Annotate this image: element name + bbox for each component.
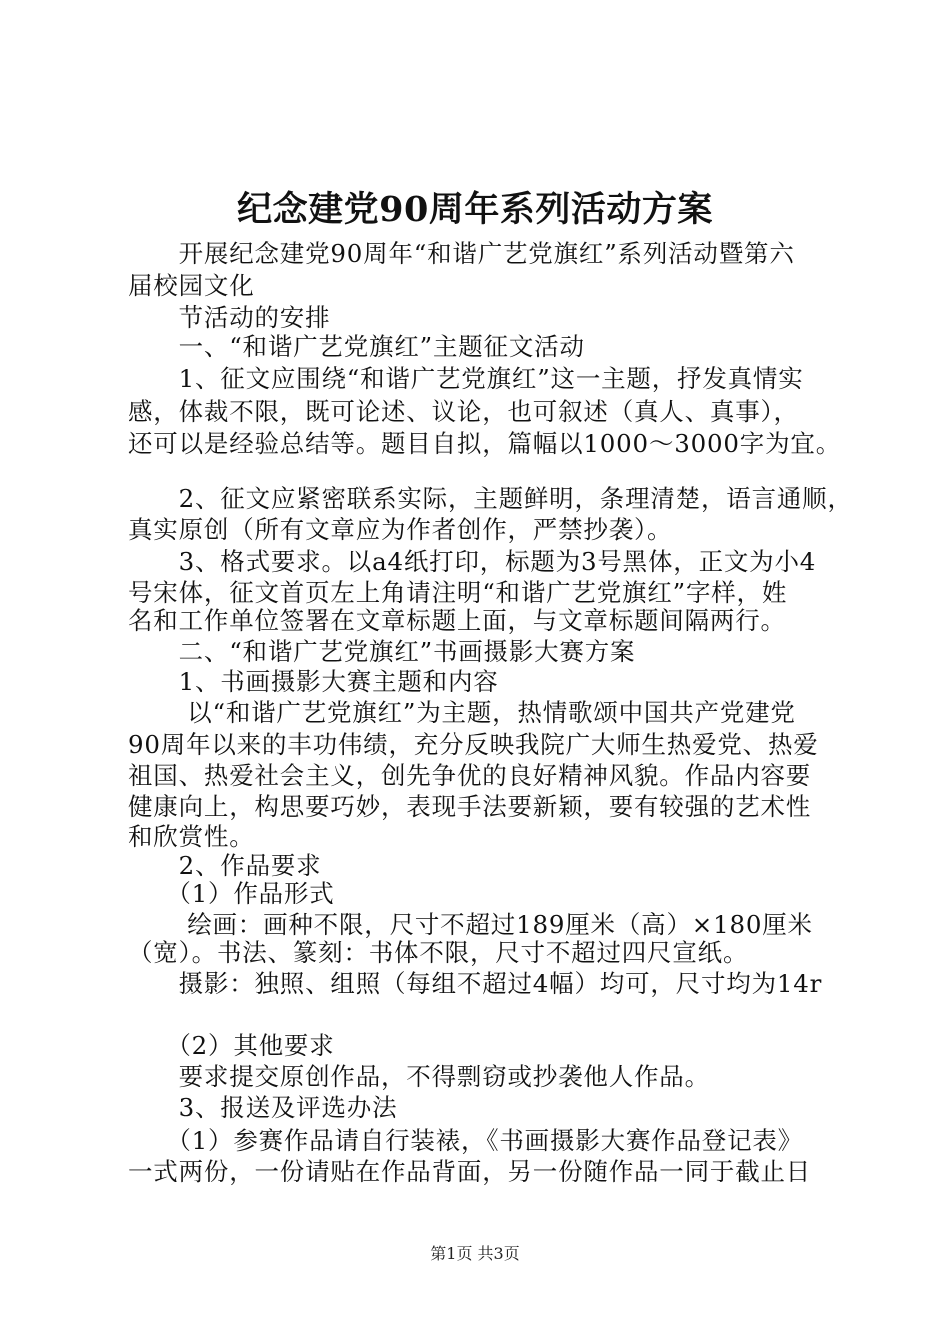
paragraph-line: 3、格式要求。以a4纸打印，标题为3号黑体，正文为小4 (128, 547, 817, 576)
paragraph-line: （1）参赛作品请自行装裱，《书画摄影大赛作品登记表》 (128, 1126, 803, 1155)
paragraph-line: 届校园文化 (128, 271, 255, 300)
paragraph-line: 祖国、热爱社会主义，创先争优的良好精神风貌。作品内容要 (128, 761, 812, 790)
paragraph-line: （2）其他要求 (128, 1031, 335, 1060)
paragraph-line: 90周年以来的丰功伟绩，充分反映我院广大师生热爱党、热爱 (128, 730, 819, 759)
paragraph-line: 和欣赏性。 (128, 822, 255, 851)
paragraph-line: 2、作品要求 (128, 851, 322, 880)
paragraph-line: 名和工作单位签署在文章标题上面，与文章标题间隔两行。 (128, 606, 786, 635)
paragraph-line: 开展纪念建党90周年“和谐广艺党旗红”系列活动暨第六 (128, 239, 795, 268)
paragraph-line: 摄影：独照、组照（每组不超过4幅）均可，尺寸均为14r (128, 969, 823, 998)
paragraph-line: 1、书画摄影大赛主题和内容 (128, 667, 499, 696)
document-title: 纪念建党90周年系列活动方案 (237, 189, 713, 230)
paragraph-line: 还可以是经验总结等。题目自拟，篇幅以1000～3000字为宜。 (128, 429, 841, 458)
section-heading: 一、“和谐广艺党旗红”主题征文活动 (128, 332, 585, 361)
paragraph-line: 号宋体，征文首页左上角请注明“和谐广艺党旗红”字样，姓 (128, 578, 788, 607)
paragraph-line: 真实原创（所有文章应为作者创作，严禁抄袭）。 (128, 515, 673, 544)
paragraph-line: 以“和谐广艺党旗红”为主题，热情歌颂中国共产党建党 (128, 698, 796, 727)
paragraph-line: 健康向上，构思要巧妙，表现手法要新颖，要有较强的艺术性 (128, 792, 812, 821)
page-number-footer: 第1页 共3页 (430, 1244, 520, 1263)
paragraph-line: 3、报送及评选办法 (128, 1093, 398, 1122)
paragraph-line: 1、征文应围绕“和谐广艺党旗红”这一主题，抒发真情实 (128, 364, 804, 393)
paragraph-line: （1）作品形式 (128, 879, 335, 908)
paragraph-line: 感，体裁不限，既可论述、议论，也可叙述（真人、真事）， (128, 397, 799, 426)
paragraph-line: 一式两份，一份请贴在作品背面，另一份随作品一同于截止日 (128, 1157, 812, 1186)
paragraph-line: 节活动的安排 (128, 303, 331, 332)
paragraph-line: 2、征文应紧密联系实际，主题鲜明，条理清楚，语言通顺， (128, 484, 853, 513)
paragraph-line: （宽）。书法、篆刻：书体不限，尺寸不超过四尺宣纸。 (128, 938, 749, 967)
section-heading: 二、“和谐广艺党旗红”书画摄影大赛方案 (128, 637, 636, 666)
paragraph-line: 绘画：画种不限，尺寸不超过189厘米（高）×180厘米 (128, 910, 813, 939)
paragraph-line: 要求提交原创作品，不得剽窃或抄袭他人作品。 (128, 1062, 710, 1091)
